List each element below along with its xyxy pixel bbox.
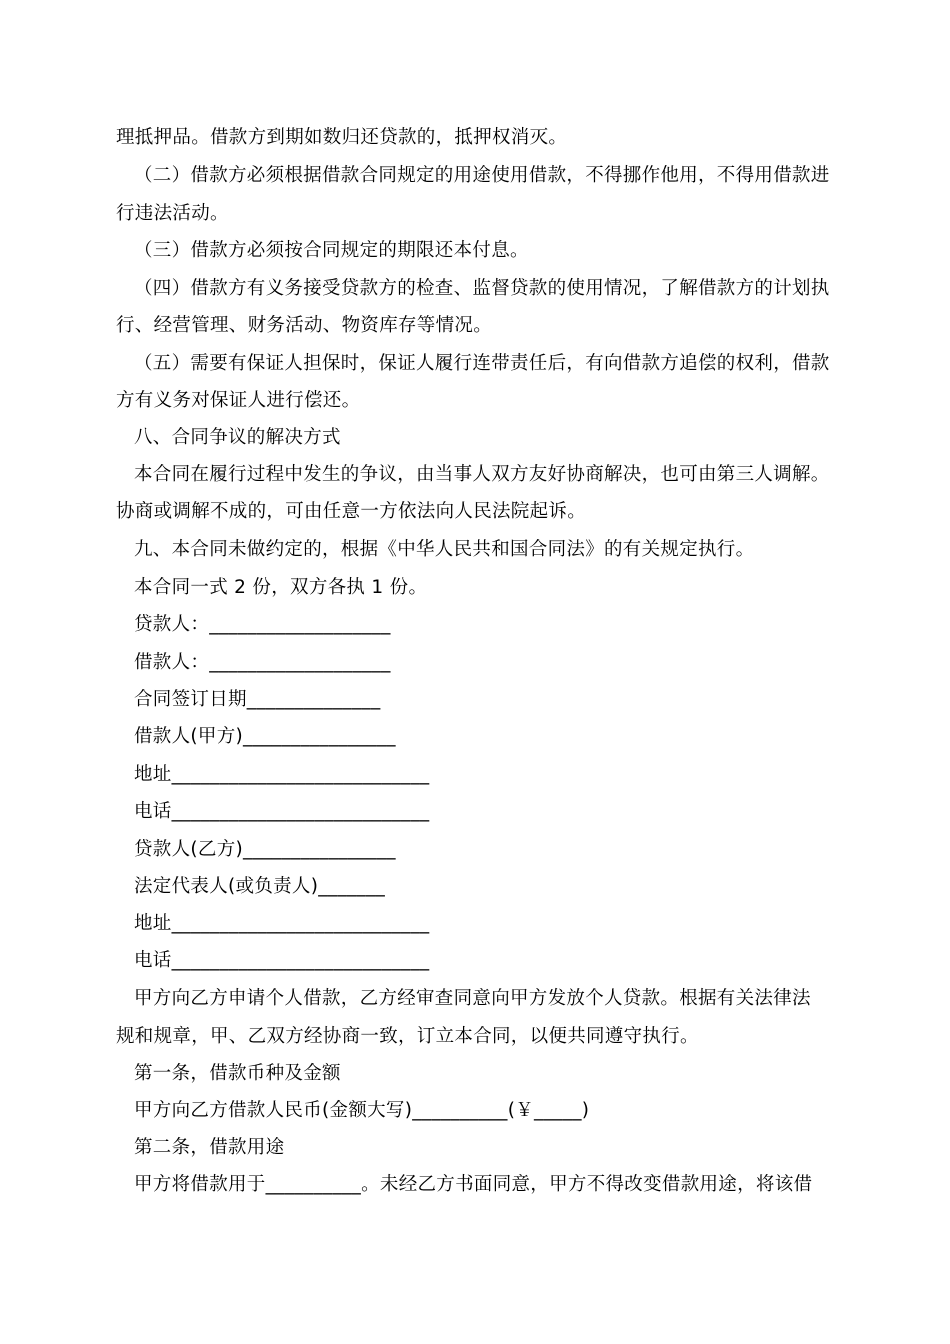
section-heading: 九、本合同未做约定的，根据《中华人民共和国合同法》的有关规定执行。 [134, 539, 755, 560]
text-line: 甲方向乙方申请个人借款，乙方经审查同意向甲方发放个人贷款。根据有关法律法 [134, 988, 811, 1009]
text-line: （二）借款方必须根据借款合同规定的用途使用借款，不得挪作他用，不得用借款进 [134, 165, 830, 186]
article-heading: 第一条，借款币种及金额 [134, 1063, 341, 1084]
party-b-field: 贷款人(乙方)________________ [134, 839, 396, 860]
text-line: （四）借款方有义务接受贷款方的检查、监督贷款的使用情况，了解借款方的计划执 [134, 278, 830, 299]
article-heading: 第二条，借款用途 [134, 1137, 285, 1158]
date-field: 合同签订日期______________ [134, 689, 381, 710]
text-line: （五）需要有保证人担保时，保证人履行连带责任后，有向借款方追偿的权利，借款 [134, 353, 830, 374]
phone-field: 电话___________________________ [134, 801, 430, 822]
text-line: 方有义务对保证人进行偿还。 [116, 390, 361, 411]
text-line: 甲方将借款用于__________。未经乙方书面同意，甲方不得改变借款用途，将该借 [134, 1174, 813, 1195]
text-line: 本合同在履行过程中发生的争议，由当事人双方友好协商解决，也可由第三人调解。 [134, 464, 830, 485]
phone-field: 电话___________________________ [134, 950, 430, 971]
text-line: 本合同一式 2 份，双方各执 1 份。 [134, 577, 428, 598]
text-line: 行违法活动。 [116, 203, 229, 224]
address-field: 地址___________________________ [134, 764, 430, 785]
address-field: 地址___________________________ [134, 913, 430, 934]
text-line: 理抵押品。借款方到期如数归还贷款的，抵押权消灭。 [116, 127, 568, 148]
section-heading: 八、合同争议的解决方式 [134, 427, 341, 448]
signature-field-borrower: 借款人：___________________ [134, 652, 391, 673]
text-line: 行、经营管理、财务活动、物资库存等情况。 [116, 315, 493, 336]
party-a-field: 借款人(甲方)________________ [134, 726, 396, 747]
loan-amount-field: 甲方向乙方借款人民币(金额大写)__________(￥_____) [134, 1100, 590, 1121]
legal-representative-field: 法定代表人(或负责人)_______ [134, 876, 386, 897]
text-line: 协商或调解不成的，可由任意一方依法向人民法院起诉。 [116, 501, 587, 522]
text-line: 规和规章，甲、乙双方经协商一致，订立本合同，以便共同遵守执行。 [116, 1026, 699, 1047]
signature-field-lender: 贷款人：___________________ [134, 614, 391, 635]
text-line: （三）借款方必须按合同规定的期限还本付息。 [134, 240, 529, 261]
